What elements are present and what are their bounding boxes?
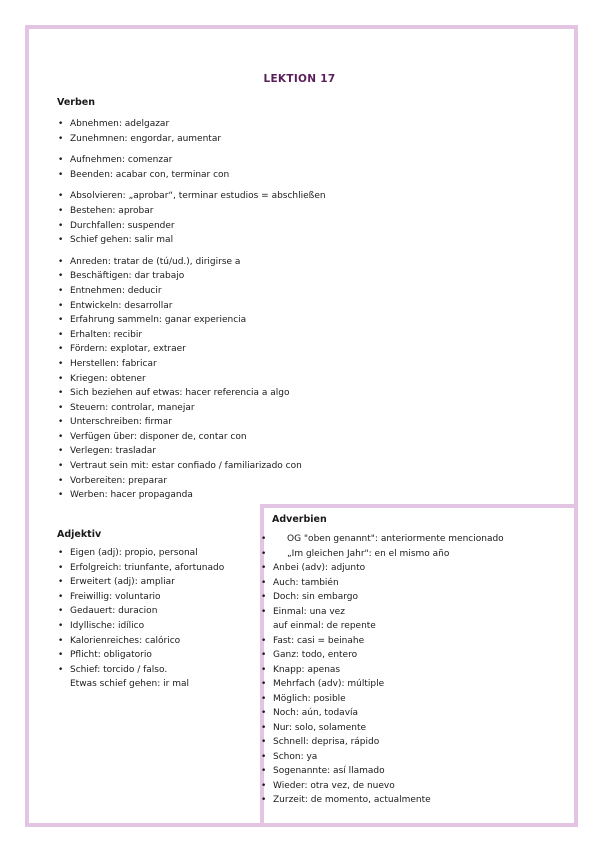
list-item: • Kriegen: obtener [57, 372, 326, 387]
list-item: • „Im gleichen Jahr": en el mismo año [260, 547, 504, 562]
list-item: • Erhalten: recibir [57, 328, 326, 343]
list-item: • Sogenannte: así llamado [260, 764, 504, 779]
adverbien-list [260, 532, 504, 808]
list-item: • Fast: casi = beinahe [260, 634, 504, 649]
list-item: • Noch: aún, todavía [260, 706, 504, 721]
list-item: • Vertraut sein mit: estar confiado / familiarizado con [57, 459, 326, 474]
list-item: • Schnell: deprisa, rápido [260, 735, 504, 750]
list-item-continuation: auf einmal: de repente [273, 621, 376, 631]
list-item: • Erweitert (adj): ampliar [57, 575, 224, 590]
list-item: • Verfügen über: disponer de, contar con [57, 430, 326, 445]
verben-heading: Verben [57, 97, 95, 108]
list-item: • Doch: sin embargo [260, 590, 504, 605]
list-item: • Schon: ya [260, 750, 504, 765]
list-item: • Beenden: acabar con, terminar con [57, 168, 326, 183]
list-item: • Zunehmnen: engordar, aumentar [57, 132, 326, 147]
list-item: • Ganz: todo, entero [260, 648, 504, 663]
adjektiv-list [57, 546, 224, 692]
list-item-continuation: Etwas schief gehen: ir mal [70, 679, 189, 690]
list-item: • Mehrfach (adv): múltiple [260, 677, 504, 692]
list-item: • Pflicht: obligatorio [57, 648, 224, 663]
list-item: • Absolvieren: „aprobar“, terminar estudios = abschließen [57, 189, 326, 204]
list-item: • Erfolgreich: triunfante, afortunado [57, 561, 224, 576]
list-item: • Wieder: otra vez, de nuevo [260, 779, 504, 794]
list-item: • Möglich: posible [260, 692, 504, 707]
page-title: LEKTION 17 [263, 73, 336, 85]
list-item: • Werben: hacer propaganda [57, 488, 326, 503]
list-item: • Sich beziehen auf etwas: hacer referencia a algo [57, 386, 326, 401]
list-item: • Anreden: tratar de (tú/ud.), dirigirse a [57, 255, 326, 270]
list-item: • Anbei (adv): adjunto [260, 561, 504, 576]
list-item: • Zurzeit: de momento, actualmente [260, 793, 504, 808]
list-item: • Knapp: apenas [260, 663, 504, 678]
list-item: • Beschäftigen: dar trabajo [57, 269, 326, 284]
list-item: • Idyllische: idílico [57, 619, 224, 634]
list-item: • Entnehmen: deducir [57, 284, 326, 299]
list-item: • OG "oben genannt": anteriormente mencionado [260, 532, 504, 547]
list-item: • Eigen (adj): propio, personal [57, 546, 224, 561]
list-item: • Schief: torcido / falso. [57, 663, 224, 678]
list-item: • Durchfallen: suspender [57, 219, 326, 234]
adjektiv-heading: Adjektiv [57, 529, 102, 540]
list-item: • Nur: solo, solamente [260, 721, 504, 736]
list-item: • Bestehen: aprobar [57, 204, 326, 219]
list-item: • Entwickeln: desarrollar [57, 299, 326, 314]
list-item: • Abnehmen: adelgazar [57, 117, 326, 132]
list-item: • Aufnehmen: comenzar [57, 153, 326, 168]
list-item: • Gedauert: duracion [57, 604, 224, 619]
list-item: • Vorbereiten: preparar [57, 474, 326, 489]
list-item: • Kalorienreiches: calórico [57, 634, 224, 649]
list-item: • Verlegen: trasladar [57, 444, 326, 459]
list-item: • Erfahrung sammeln: ganar experiencia [57, 313, 326, 328]
list-item: • Freiwillig: voluntario [57, 590, 224, 605]
list-item: • Unterschreiben: firmar [57, 415, 326, 430]
list-item: • Auch: también [260, 576, 504, 591]
list-item: • Herstellen: fabricar [57, 357, 326, 372]
list-item: • Schief gehen: salir mal [57, 233, 326, 248]
list-item: • Fördern: explotar, extraer [57, 342, 326, 357]
list-item: • Steuern: controlar, manejar [57, 401, 326, 416]
list-item: • Einmal: una vez [260, 605, 504, 620]
verben-list [57, 117, 326, 503]
adverbien-heading: Adverbien [272, 514, 327, 525]
